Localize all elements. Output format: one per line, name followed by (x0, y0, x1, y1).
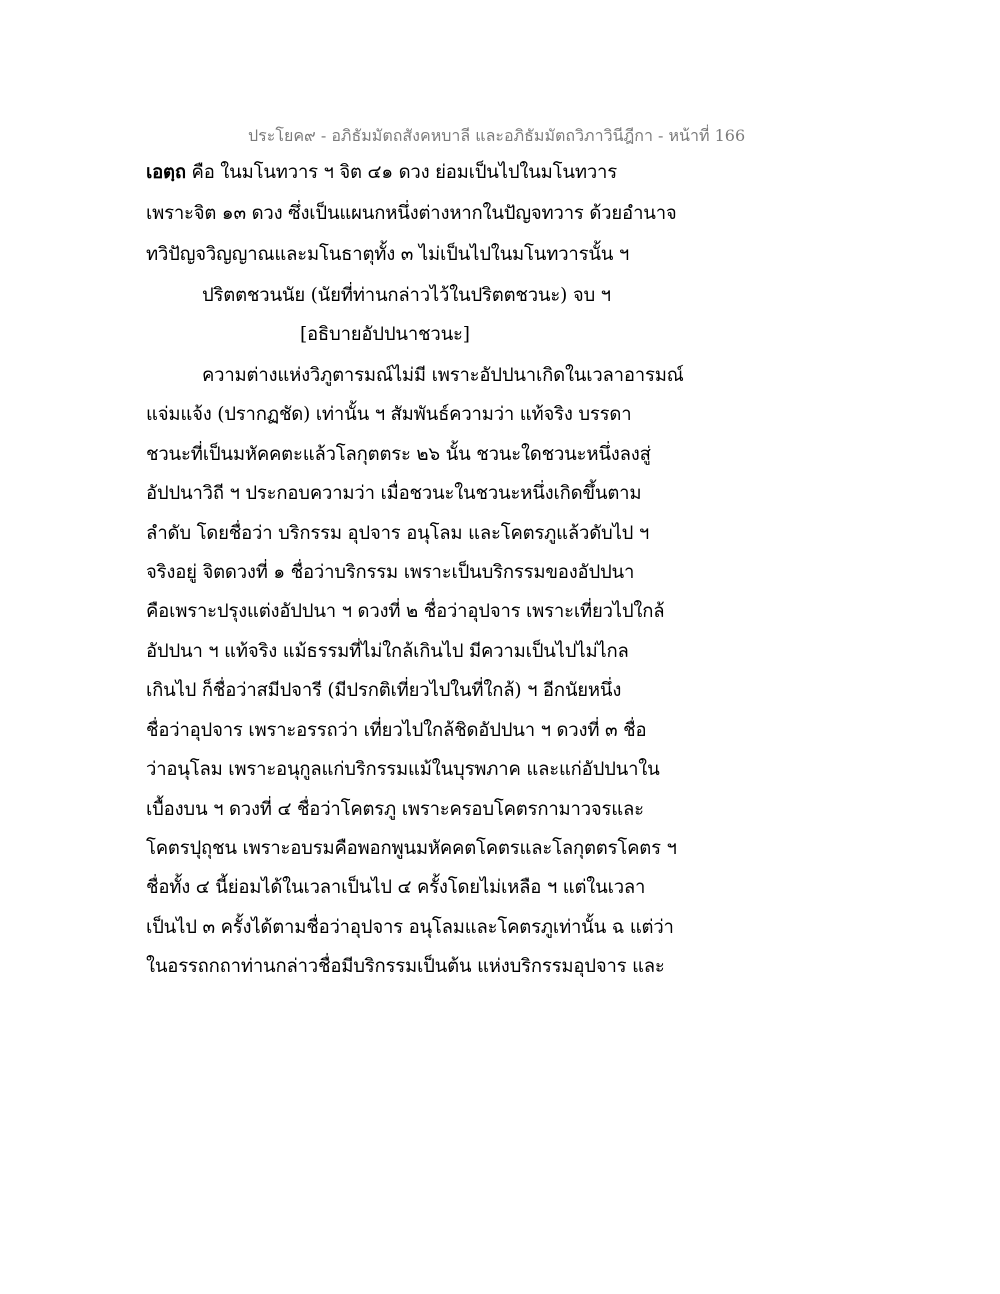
text-line-12: คือเพราะปรุงแต่งอัปปนา ฯ ดวงที่ ๒ ชื่อว่าอุปจาร เพราะเที่ยวไปใกล้ (146, 601, 665, 622)
text-line-19: ชื่อทั้ง ๔ นี้ย่อมได้ในเวลาเป็นไป ๔ ครั้งโดยไม่เหลือ ฯ แต่ในเวลา (146, 877, 646, 898)
text-line-14: เกินไป ก็ชื่อว่าสมีปจารี (มีปรกติเที่ยวไปในที่ใกล้) ฯ อีกนัยหนึ่ง (146, 680, 622, 701)
text-line-18: โคตรปุถุชน เพราะอบรมคือพอกพูนมหัคคตโคตรและโลกุตตรโคตร ฯ (146, 838, 677, 859)
text-line-21: ในอรรถกถาท่านกล่าวชื่อมีบริกรรมเป็นต้น แห่งบริกรรมอุปจาร และ (146, 956, 665, 977)
text-line-11: จริงอยู่ จิตดวงที่ ๑ ชื่อว่าบริกรรม เพราะเป็นบริกรรมของอัปปนา (146, 562, 635, 583)
section-heading: [อธิบายอัปปนาชวนะ] (300, 324, 470, 345)
text-line-17: เบื้องบน ฯ ดวงที่ ๔ ชื่อว่าโคตรภู เพราะครอบโคตรกามาวจรและ (146, 799, 644, 820)
text-line-16: ว่าอนุโลม เพราะอนุกูลแก่บริกรรมแม้ในบุรพภาค และแก่อัปปนาใน (146, 759, 660, 780)
text-line-1-rest: คือ ในมโนทวาร ฯ จิต ๔๑ ดวง ย่อมเป็นไปในมโนทวาร (185, 162, 617, 183)
text-line-1 (146, 158, 617, 188)
text-line-2: เพราะจิต ๑๓ ดวง ซึ่งเป็นแผนกหนึ่งต่างหากในปัญจทวาร ด้วยอำนาจ (146, 203, 677, 224)
text-line-3: ทวิปัญจวิญญาณและมโนธาตุทั้ง ๓ ไม่เป็นไปในมโนทวารนั้น ฯ (146, 244, 630, 265)
running-header: ประโยค๙ - อภิธัมมัตถสังคหบาลี และอภิธัมมัตถวิภาวินีฎีกา - หน้าที่ 166 (248, 126, 746, 145)
text-line-6: ความต่างแห่งวิภูตารมณ์ไม่มี เพราะอัปปนาเกิดในเวลาอารมณ์ (202, 365, 684, 386)
text-line-7: แจ่มแจ้ง (ปรากฏชัด) เท่านั้น ฯ สัมพันธ์ความว่า แท้จริง บรรดา (146, 404, 632, 425)
text-line-20: เป็นไป ๓ ครั้งได้ตามชื่อว่าอุปจาร อนุโลมและโคตรภูเท่านั้น ฉ แต่ว่า (146, 917, 674, 938)
section-end-note: ปริตตชวนนัย (นัยที่ท่านกล่าวไว้ในปริตตชวนะ) จบ ฯ (202, 285, 611, 306)
pali-term: เอตฺถ (146, 162, 186, 183)
text-line-10: ลำดับ โดยชื่อว่า บริกรรม อุปจาร อนุโลม และโคตรภูแล้วดับไป ฯ (146, 523, 650, 544)
text-line-8: ชวนะที่เป็นมหัคคตะแล้วโลกุตตระ ๒๖ นั้น ชวนะใดชวนะหนึ่งลงสู่ (146, 444, 651, 465)
text-line-15: ชื่อว่าอุปจาร เพราะอรรถว่า เที่ยวไปใกล้ชิดอัปปนา ฯ ดวงที่ ๓ ชื่อ (146, 720, 647, 741)
text-line-9: อัปปนาวิถี ฯ ประกอบความว่า เมื่อชวนะในชวนะหนึ่งเกิดขึ้นตาม (146, 483, 642, 504)
text-line-13: อัปปนา ฯ แท้จริง แม้ธรรมที่ไม่ใกล้เกินไป มีความเป็นไปไม่ไกล (146, 641, 629, 662)
